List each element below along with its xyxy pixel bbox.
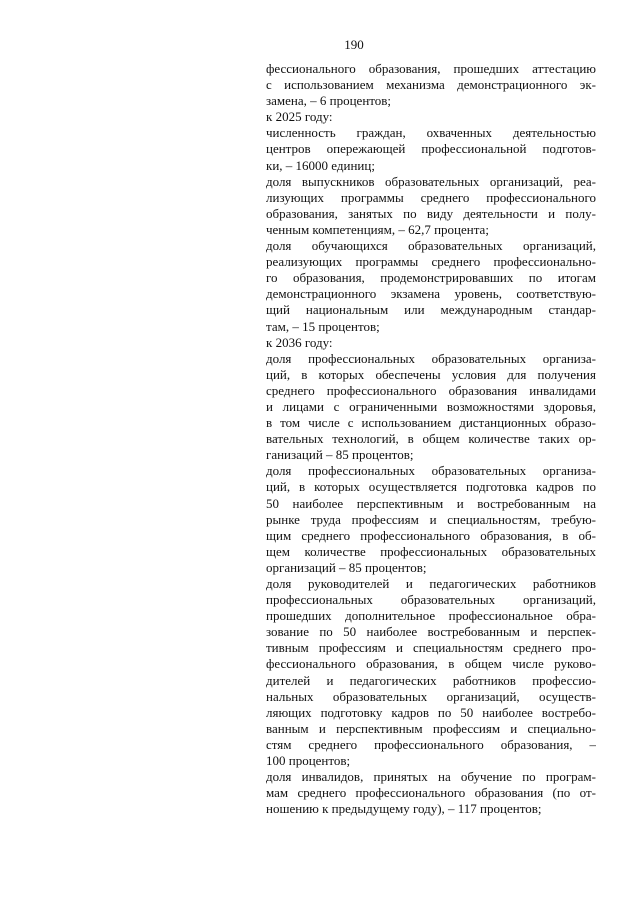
paragraph <box>266 238 596 335</box>
text-line: ций, в которых обеспечены условия для получения <box>266 366 596 382</box>
text-line: 100 процентов; <box>266 753 351 769</box>
text-line: профессиональных образовательных организаций, <box>266 592 596 608</box>
text-line: прошедших дополнительное профессиональное обра- <box>266 608 596 624</box>
text-line: ченным компетенциям, – 62,7 процента; <box>266 221 489 237</box>
text-line: зование по 50 наиболее востребованным и перспек- <box>266 624 596 640</box>
text-line: ванным и перспективным профессиям и специально- <box>266 720 596 736</box>
document-body <box>266 61 596 817</box>
text-line: демонстрационного экзамена уровень, соответствую- <box>266 286 596 302</box>
text-line: щий национальным или международным стандар- <box>266 302 596 318</box>
paragraph <box>266 109 596 125</box>
text-line: стям среднего профессионального образования, – <box>266 736 596 752</box>
text-line: к 2036 году: <box>266 334 333 350</box>
text-line: центров опережающей профессиональной подготов- <box>266 141 596 157</box>
text-line: в том числе с использованием дистанционных образо- <box>266 415 596 431</box>
text-line: доля инвалидов, принятых на обучение по програм- <box>266 769 596 785</box>
text-line: ганизаций – 85 процентов; <box>266 447 414 463</box>
text-line: с использованием механизма демонстрационного эк- <box>266 77 596 93</box>
text-line: замена, – 6 процентов; <box>266 93 392 109</box>
text-line: нальных образовательных организаций, осуществ- <box>266 688 596 704</box>
text-line: ношению к предыдущему году), – 117 процентов; <box>266 801 542 817</box>
paragraph <box>266 576 596 769</box>
text-line: щим среднего профессионального образования, в об- <box>266 527 596 543</box>
paragraph <box>266 174 596 238</box>
text-line: там, – 15 процентов; <box>266 318 380 334</box>
text-line: фессионального образования, в общем числе руково- <box>266 656 596 672</box>
text-line: го образования, продемонстрировавших по итогам <box>266 270 596 286</box>
text-line: доля выпускников образовательных организаций, реа- <box>266 173 596 189</box>
text-line: фессионального образования, прошедших аттестацию <box>266 61 596 76</box>
paragraph <box>266 125 596 173</box>
text-line: тивным профессиям и специальностям среднего про- <box>266 640 596 656</box>
text-line: к 2025 году: <box>266 109 333 125</box>
text-line: доля руководителей и педагогических работников <box>266 576 596 591</box>
page-number: 190 <box>344 37 364 52</box>
paragraph <box>266 351 596 464</box>
paragraph <box>266 61 596 109</box>
text-line: среднего профессионального образования инвалидами <box>266 382 596 398</box>
text-line: организаций – 85 процентов; <box>266 559 427 575</box>
text-line: ций, в которых осуществляется подготовка кадров по <box>266 479 596 495</box>
text-line: щем количестве профессиональных образовательных <box>266 543 596 559</box>
text-line: рынке труда профессиям и специальностям, требую- <box>266 511 596 527</box>
text-line: численность граждан, охваченных деятельностью <box>266 125 596 141</box>
text-line: лизующих программы среднего профессионального <box>266 189 596 205</box>
text-line: ляющих подготовку кадров по 50 наиболее востребо- <box>266 704 596 720</box>
text-line: доля профессиональных образовательных организа- <box>266 463 596 479</box>
paragraph <box>266 463 596 576</box>
text-line: дителей и педагогических работников профессио- <box>266 672 596 688</box>
text-line: 50 наиболее перспективным и востребованным на <box>266 495 596 511</box>
text-line: доля профессиональных образовательных организа- <box>266 350 596 366</box>
text-line: образования, занятых по виду деятельности и полу- <box>266 205 596 221</box>
paragraph <box>266 769 596 817</box>
text-line: вательных технологий, в общем количестве таких ор- <box>266 431 596 447</box>
text-line: ки, – 16000 единиц; <box>266 157 375 173</box>
text-line: мам среднего профессионального образования (по от- <box>266 785 596 801</box>
text-line: и лицами с ограниченными возможностями здоровья, <box>266 398 596 414</box>
paragraph <box>266 335 596 351</box>
text-line: реализующих программы среднего профессионально- <box>266 254 596 270</box>
text-line: доля обучающихся образовательных организаций, <box>266 238 596 254</box>
